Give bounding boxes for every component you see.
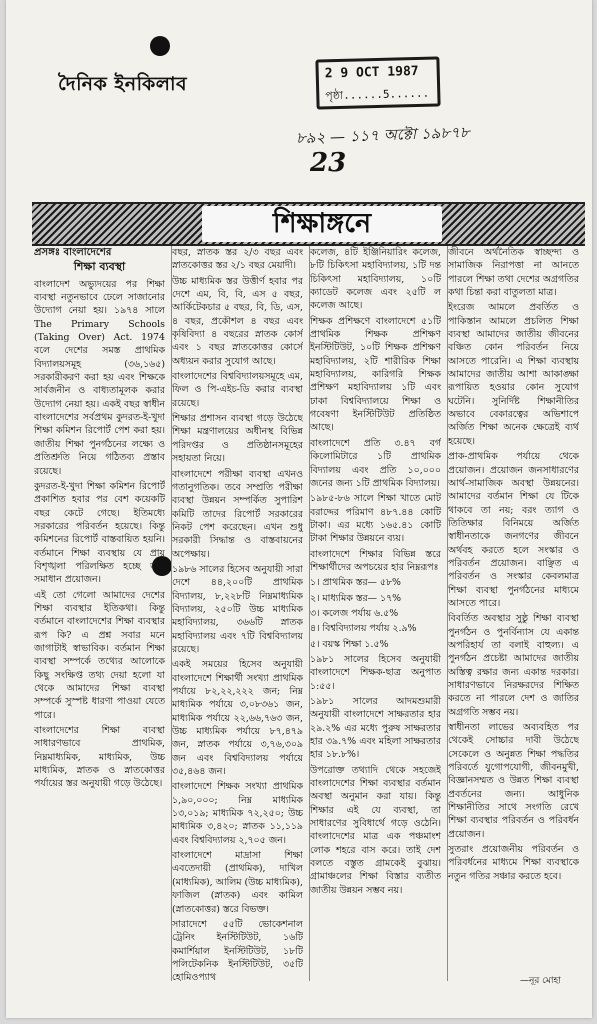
newspaper-name: দৈনিক ইনকিলাব xyxy=(58,73,188,95)
article xyxy=(32,246,585,986)
paragraph: এই তো গেলো আমাদের দেশের শিক্ষা ব্যবস্থার ইতিকথা। কিন্তু বর্তমানে বাংলাদেশের শিক্ষা ব্যবস্থার রূপ কি? এ প্রশ্ন সবার মনে জাগাটাই স্বাভাবিক। বর্তমান শিক্ষা ব্যবস্থা সম্পর্কে তথ্যের আলোকে কিছু সংক্ষিপ্ত তথ্য দেয়া হলো যা থেকে আমাদের শিক্ষা ব্যবস্থা সম্পর্কে সুস্পষ্ট ধারণা পাওয়া যেতে পারে। xyxy=(34,589,165,721)
article-headline: শিক্ষা ব্যবস্থা xyxy=(73,260,126,274)
paragraph: সারাদেশে ৫৫টি ভোকেশনাল ট্রেনিং ইনস্টিটিউট, ১৬টি কমার্শিয়াল ইনস্টিটিউট, ১৮টি পলিটেকনিক ইনস্টিটিউট, ৩৫টি হোমিওপ্যাথ xyxy=(172,918,303,984)
stamp-date: 2 9 OCT 1987 xyxy=(324,63,419,82)
paragraph: বাংলাদেশের বিশ্ববিদ্যালয়সমূহে এম, ফিল ও পি-এইচ-ডি করার ব্যবস্থা রয়েছে। xyxy=(172,371,303,409)
handwritten-number: 23 xyxy=(310,148,347,178)
article-byline: —নূর মোহা xyxy=(520,976,561,986)
article-kicker: প্রসঙ্গঃ বাংলাদেশের xyxy=(34,247,112,258)
paragraph: প্রাক-প্রাথমিক পর্যায়ে থেকে প্রয়োজন। প্রয়োজন জনসাধারণের আর্থ-সামাজিক অবস্থা উন্নয়নের। আমাদের বর্তমান শিক্ষা যে টিকে থাকবে তা নয়; বরং ত্যাগ ও তিতিক্ষার বিনিময়ে অর্জিত স্বাধীনতাকে জনগণের জীবনে অর্থবহ করতে হলে সংস্কার ও পরিবর্তন প্রয়োজন। বাঞ্ছিত এ পরিবর্তন ও সংস্কার কেবলমাত্র শিক্ষা ব্যবস্থা পুনর্গঠনের মাধ্যমে আসতে পারে। xyxy=(448,451,579,609)
section-title: শিক্ষাঙ্গনে xyxy=(202,206,442,242)
section-banner xyxy=(32,202,585,246)
paragraph: ১৯৮৬ সালের হিসেব অনুযায়ী সারা দেশে ৪৪,২০০টি প্রাথমিক বিদ্যালয়, ৮,২২৮টি নিম্নমাধ্যমিক বিদ্যালয়, ২৫০টি উচ্চ মাধ্যমিক মহাবিদ্যালয়, ৩৬৬টি স্নাতক মহাবিদ্যালয় এবং ৭টি বিশ্ববিদ্যালয় রয়েছে। xyxy=(172,563,303,655)
paragraph: একই সময়ের হিসেব অনুযায়ী বাংলাদেশে শিক্ষার্থী সংখ্যা প্রাথমিক পর্যায়ে ৮২,২২,২২২ জন; নিম্ন মাধ্যমিক পর্যায়ে ৩,০৮৩৬১ জন, মাধ্যমিক পর্যায়ে ২২,৬৬,৭৬৩ জন, উচ্চ মাধ্যমিক পর্যায়ে ৮৭,৪৭৯ জন, স্নাতক পর্যায়ে ৩,৭৬,৩০৯ জন এবং বিশ্ববিদ্যালয় পর্যায়ে ৩৫,৪৬৪ জন। xyxy=(172,659,303,778)
paragraph: বিবর্তিত অবস্থার সুষ্ঠু শিক্ষা ব্যবস্থা পুনর্গঠন ও পুনর্বিন্যাস যে একান্ত অপরিহার্য তা বলাই বাহুল্য। এ পুনর্গঠন প্রচেষ্টা আমাদের জাতীয় অস্তিত্ব রক্ষার জন্য একান্ত দরকার। সাধারণভাবে নিরক্ষরদের শিক্ষিত করতে না পারলে দেশ ও জাতির অগ্রগতি সম্ভব নয়। xyxy=(448,613,579,718)
paragraph: ১৯৮৫-৮৬ সালে শিক্ষা খাতে মোট বরাদ্দের পরিমাণ ৪৮৭.৪৪ কোটি টাকা। এর মধ্যে ১৬৫.৪১ কোটি টাকা শিক্ষার উন্নয়নে ব্যয়। xyxy=(310,493,441,545)
article-column-1 xyxy=(34,246,165,986)
paragraph: বাংলাদেশে শিক্ষক সংখ্যা প্রাথমিক ১,৯০,০০০; নিম্ন মাধ্যমিক ১৩,০১৯; মাধ্যমিক ৭২,২৫০; উচ্চ মাধ্যমিক ৩,৪২০; স্নাতক ১১,১১৯ এবং বিশ্ববিদ্যালয় ২,৭০৫ জন। xyxy=(172,781,303,846)
paragraph: শিক্ষার প্রশাসন ব্যবস্থা গড়ে উঠেছে শিক্ষা মন্ত্রণালয়ের অধীনস্থ বিভিন্ন পরিদপ্তর ও প্রতিষ্ঠানসমূহের সহায়তা নিয়ে। xyxy=(172,413,303,465)
paragraph: বাংলাদেশে মাদ্রাসা শিক্ষা এবতেদায়ী (প্রাথমিক), দাখিল (মাধ্যমিক), আলিম (উচ্চ মাধ্যমিক), ফাজিল (স্নাতক) এবং কামিল (স্নাতকোত্তর) স্তরে বিভক্ত। xyxy=(172,850,303,915)
paragraph: স্বাধীনতা লাভের অব্যবহিত পর থেকেই সোচ্চার দাবী উঠেছে সেকেলে ও অনুন্নত শিক্ষা পদ্ধতির পরিবর্তে যুগোপযোগী, জীবনমুখী, বিজ্ঞানসম্মত ও উন্নত শিক্ষা ব্যবস্থা প্রবর্তনের জন্য। আধুনিক শিক্ষানীতির সাথে সংগতি রেখে শিক্ষা ব্যবস্থার পরিবর্তন ও পরিবর্ধন প্রয়োজন। xyxy=(448,722,579,840)
paragraph: কলেজ, ৪টি ইঞ্জিনিয়ারিং কলেজ, ৮টি চিকিৎসা মহাবিদ্যালয়, ১টি দন্ত চিকিৎসা মহাবিদ্যালয়, ১০টি ক্যাডেট কলেজ এবং ২৫টি ল কলেজ আছে। xyxy=(310,247,441,312)
paragraph: ১৯৮১ সালের হিসেব অনুযায়ী বাংলাদেশে শিক্ষক-ছাত্র অনুপাত ১:৫৫। xyxy=(310,653,441,692)
date-stamp xyxy=(315,56,440,109)
paragraph: বাংলাদেশে শিক্ষার বিভিন্ন স্তরে শিক্ষার্থীদের অপচয়ের হার নিম্নরূপঃ xyxy=(310,548,441,573)
paragraph: ইংরেজ আমলে প্রবর্তিত ও পাকিস্তান আমলে প্রচলিত শিক্ষা ব্যবস্থা আমাদের জাতীয় জীবনের বঞ্চিত কোন পরিবর্তন নিয়ে আসতে পারেনি। এ শিক্ষা ব্যবস্থায় আমাদের জাতীয় আশা আকাঙ্ক্ষা রূপায়িত হওয়ার কোন সুযোগ ঘটেনি। সুনির্দিষ্ট শিক্ষানীতির অভাবে বেকারত্বের অভিশাপে অর্জিত শিক্ষা অনেক ক্ষেত্রেই ব্যর্থ হয়েছে। xyxy=(448,302,579,447)
handwritten-note: ৮৯২ — ১১৭ অক্টো ১৯৮৭৮ xyxy=(295,123,470,148)
paragraph: শিক্ষক প্রশিক্ষণে বাংলাদেশে ৫১টি প্রাথমিক শিক্ষক প্রশিক্ষণ ইনস্টিটিউট, ১০টি শিক্ষক প্রশিক্ষণ মহাবিদ্যালয়, ২টি শারীরিক শিক্ষা মহাবিদ্যালয়, কারিগরি শিক্ষক প্রশিক্ষণ মহাবিদ্যালয় ১টি এবং ঢাকা বিশ্ববিদ্যালয়ে শিক্ষা ও গবেষণা ইনস্টিটিউট প্রতিষ্ঠিত আছে। xyxy=(310,315,441,434)
list-item: ৫। বয়স্ক শিক্ষা ১.৫% xyxy=(310,638,389,650)
list-item: ১। প্রাথমিক স্তর— ৫৮% xyxy=(310,577,401,589)
paragraph: জীবনে অর্থনৈতিক স্বাচ্ছন্দ্য ও সামাজিক নিরাপত্তা না আনতে পারলে শিক্ষা তথা দেশের অগ্রগতির কথা চিন্তা করা বাতুলতা মাত্র। xyxy=(448,247,579,299)
paragraph: বাংলাদেশে পরীক্ষা ব্যবস্থা এখনও গতানুগতিক। তবে সম্প্রতি পরীক্ষা ব্যবস্থা উন্নয়ন সম্পর্কিত সুপারিশ কমিটি তাদের রিপোর্ট সরকারের নিকট পেশ করেছেন। এখন শুধু সরকারী সিদ্ধান্ত ও বাস্তবায়নের অপেক্ষায়। xyxy=(172,468,303,560)
list-item: ৪। বিশ্ববিদ্যালয় পর্যায় ২.৯% xyxy=(310,623,417,635)
stamp-page: পৃষ্ঠা......5...... xyxy=(325,86,430,103)
article-column-3 xyxy=(310,246,441,986)
list-item: ৩। কলেজ পর্যায় ৬.৫% xyxy=(310,607,399,619)
list-item: ২। মাধ্যমিক স্তর— ১৭% xyxy=(310,592,402,604)
paragraph: বাংলাদেশের শিক্ষা ব্যবস্থা সাধারণভাবে প্রাথমিক, নিম্নমাধ্যমিক, মাধ্যমিক, উচ্চ মাধ্যমিক, স্নাতক ও স্নাতকোত্তর পর্যায়ের স্তর অনুযায়ী গড়ে উঠেছে। xyxy=(34,725,165,790)
paragraph: ১৯৮১ সালের আদমশুমারী অনুযায়ী বাংলাদেশে সাক্ষরতার হার ২৯.২% এর মধ্যে পুরুষ সাক্ষরতার হার ৩৯.৭% এবং মহিলা সাক্ষরতার হার ১৮.৮%। xyxy=(310,696,441,761)
article-column-4 xyxy=(448,246,579,986)
article-column-2 xyxy=(172,246,303,986)
paragraph: বাংলাদেশে প্রতি ৩.৪৭ বর্গ কিলোমিটারে ১টি প্রাথমিক বিদ্যালয় এবং প্রতি ১০,০০০ জনের জন্য ১টি প্রাথমিক বিদ্যালয়। xyxy=(310,437,441,489)
paragraph: কুদরত-ই-খুদা শিক্ষা কমিশন রিপোর্ট প্রকাশিত হবার পর বেশ কয়েকটি বছর কেটে গেছে। ইতিমধ্যে সরকারের পরিবর্তন হয়েছে। কিন্তু কমিশনের রিপোর্ট বাস্তবায়িত হয়নি। বর্তমানে শিক্ষা ব্যবস্থায় যে প্রায় বিশৃঙ্খলা পরিলক্ষিত হচ্ছে তার সমাধান প্রয়োজন। xyxy=(34,480,165,586)
paragraph: উপরোক্ত তথ্যাদি থেকে সহজেই বাংলাদেশের শিক্ষা ব্যবস্থার বর্তমান অবস্থা অনুমান করা যায়। কিন্তু শিক্ষার এই যে ব্যবস্থা, তা সাধারণের সুবিধার্থে গড়ে ওঠেনি। বাংলাদেশের মাত্র এক পঞ্চমাংশ লোক শহরে বাস করে। তাই দেশ বলতে বস্তুত গ্রামকেই বুঝায়। গ্রামাঞ্চলের শিক্ষা বিস্তার ব্যতীত জাতীয় উন্নয়ন সম্ভব নয়। xyxy=(310,764,441,896)
paragraph: বছর, স্নাতক স্তর ২/৩ বছর এবং স্নাতকোত্তর স্তর ২/১ বছর মেয়াদী। xyxy=(172,247,303,272)
paragraph: বাংলাদেশ অভ্যুদয়ের পর শিক্ষা ব্যবস্থা নতুনভাবে ঢেলে সাজানোর উদ্যোগ নেয়া হয়। ১৯৭৪ সালে The Primary Schools (Taking Over) Act. 1974 বলে দেশের সমস্ত প্রাথমিক বিদ্যালয়সমূহ (৩৬,১৬৫) সরকারীকরণ করা হয় এবং শিক্ষকে সার্বজনীন ও বাধ্যতামূলক করার উদ্যোগ নেয়া হয়। একই বছর স্বাধীন বাংলাদেশের সর্বপ্রথম কুদরত-ই-খুদা শিক্ষা কমিশন রিপোর্ট পেশ করা হয়। জাতীয় শিক্ষা পুনর্গঠনের লক্ষ্যে ও প্রতিশ্রুতি নিয়ে গঠিতব্য প্রস্তাব রয়েছে। xyxy=(34,278,165,477)
paragraph: উচ্চ মাধ্যমিক স্তর উত্তীর্ণ হবার পর দেশে এম, বি, বি, এস ৫ বছর, আর্কিটেকচার ৫ বছর, বি, ডি, এস, ৪ বছর, প্রকৌশল ৪ বছর এবং কৃষিবিদ্যা ৪ বছরের স্নাতক কোর্স এবং ১ বছর স্নাতকোত্তর কোর্সে অধ্যয়ন করার সুযোগ আছে। xyxy=(172,275,303,367)
punch-hole xyxy=(150,36,170,56)
paragraph: সুতরাং প্রয়োজনীয় পরিবর্তন ও পরিবর্ধনের মাধ্যমে শিক্ষা ব্যবস্থাকে নতুন গতির সঞ্চার করতে হবে। xyxy=(448,844,579,882)
